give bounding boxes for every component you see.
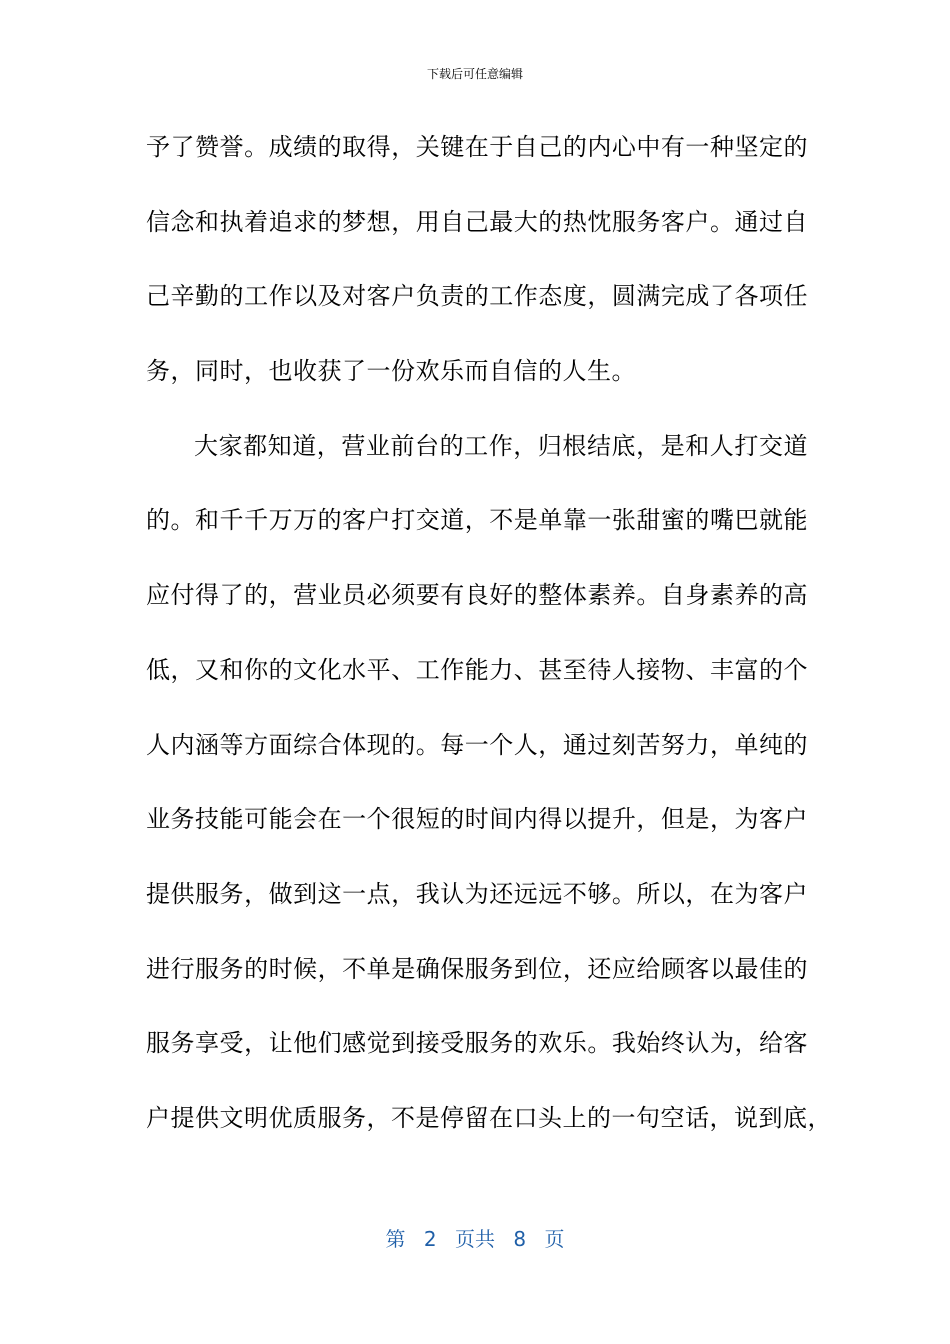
page-current: 2 bbox=[423, 1227, 437, 1251]
text-line: 低，又和你的文化水平、工作能力、甚至待人接物、丰富的个 bbox=[146, 655, 808, 684]
text-line: 提供服务，做到这一点，我认为还远远不够。所以，在为客户 bbox=[146, 879, 808, 908]
text-line: 应付得了的，营业员必须要有良好的整体素养。自身素养的高 bbox=[146, 581, 808, 610]
text-line: 业务技能可能会在一个很短的时间内得以提升，但是，为客户 bbox=[146, 805, 808, 834]
text-line: 户提供文明优质服务，不是停留在口头上的一句空话，说到底， bbox=[146, 1103, 832, 1132]
text-line: 己辛勤的工作以及对客户负责的工作态度，圆满完成了各项任 bbox=[146, 282, 808, 311]
page-prefix: 第 bbox=[385, 1227, 406, 1251]
header-text: 下载后可任意编辑 bbox=[426, 67, 523, 81]
page-footer bbox=[0, 1226, 950, 1252]
text-line: 人内涵等方面综合体现的。每一个人，通过刻苦努力，单纯的 bbox=[146, 730, 808, 759]
text-line: 信念和执着追求的梦想，用自己最大的热忱服务客户。通过自 bbox=[146, 207, 808, 236]
page-header bbox=[0, 66, 950, 82]
document-body bbox=[146, 110, 832, 1156]
page-middle: 页共 bbox=[455, 1227, 495, 1251]
page-total: 8 bbox=[513, 1227, 527, 1251]
text-line: 大家都知道，营业前台的工作，归根结底，是和人打交道 bbox=[194, 431, 808, 460]
text-line: 予了赞誉。成绩的取得，关键在于自己的内心中有一种坚定的 bbox=[146, 133, 808, 161]
page-suffix: 页 bbox=[544, 1227, 565, 1251]
text-line: 的。和千千万万的客户打交道，不是单靠一张甜蜜的嘴巴就能 bbox=[146, 506, 808, 535]
text-line: 服务享受，让他们感觉到接受服务的欢乐。我始终认为，给客 bbox=[146, 1029, 808, 1058]
text-line: 进行服务的时候，不单是确保服务到位，还应给顾客以最佳的 bbox=[146, 954, 808, 983]
text-line: 务，同时，也收获了一份欢乐而自信的人生。 bbox=[146, 357, 636, 386]
